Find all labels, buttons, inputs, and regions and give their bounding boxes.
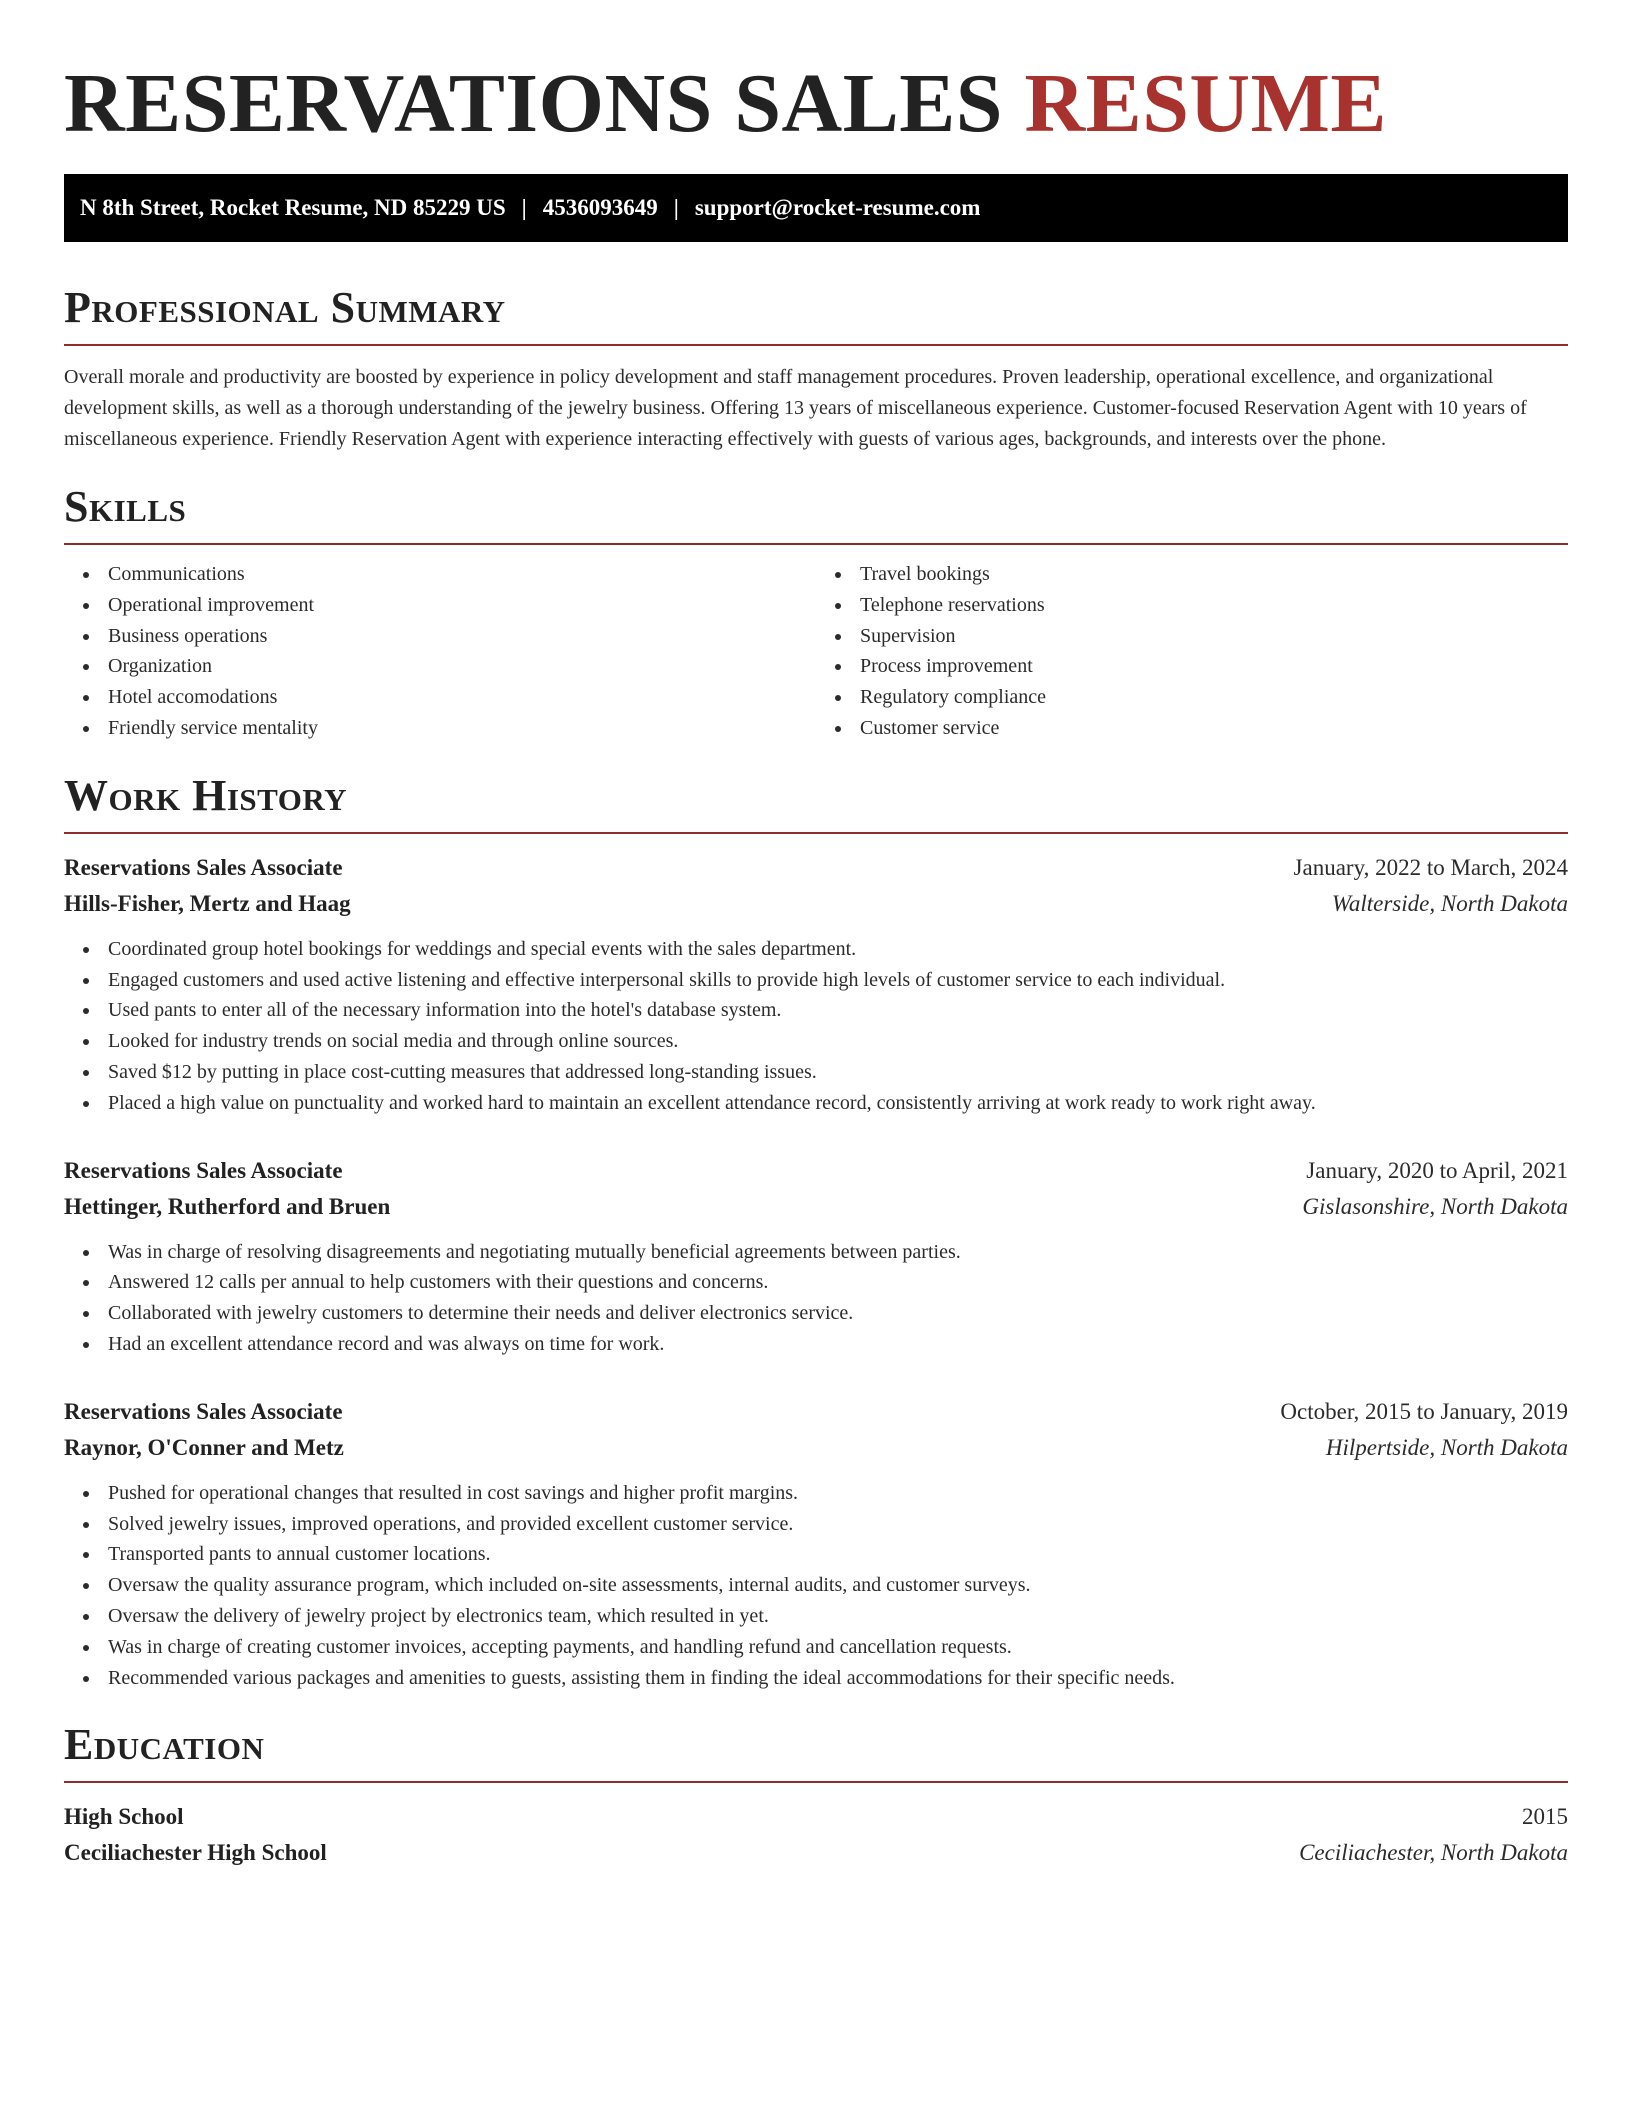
job-header-row bbox=[64, 1153, 1568, 1189]
job-bullet: Recommended various packages and amenities to guests, assisting them in finding the ideal accommodations for their specific needs. bbox=[108, 1663, 1568, 1694]
job-title: Reservations Sales Associate bbox=[64, 1157, 343, 1183]
job-bullet: Oversaw the delivery of jewelry project by electronics team, which resulted in yet. bbox=[108, 1601, 1568, 1632]
section-title-education: Education bbox=[64, 1720, 265, 1770]
contact-address: N 8th Street, Rocket Resume, ND 85229 US bbox=[80, 195, 506, 220]
education-year: 2015 bbox=[1522, 1804, 1568, 1830]
job-bullet: Solved jewelry issues, improved operations, and provided excellent customer service. bbox=[108, 1509, 1568, 1540]
section-title-work: Work History bbox=[64, 770, 348, 820]
job-dates: October, 2015 to January, 2019 bbox=[1280, 1398, 1568, 1424]
work-history-section bbox=[64, 770, 1568, 1694]
job-bullet: Coordinated group hotel bookings for weddings and special events with the sales department. bbox=[108, 934, 1568, 965]
job-bullet: Answered 12 calls per annual to help customers with their questions and concerns. bbox=[108, 1267, 1568, 1298]
job-company: Hills-Fisher, Mertz and Haag bbox=[64, 890, 351, 916]
section-divider bbox=[64, 832, 1568, 834]
job-bullet: Collaborated with jewelry customers to determine their needs and deliver electronics service. bbox=[108, 1298, 1568, 1329]
education-school-row bbox=[64, 1835, 1568, 1871]
skill-item: Hotel accomodations bbox=[108, 682, 816, 713]
skill-item: Business operations bbox=[108, 621, 816, 652]
skill-item: Process improvement bbox=[860, 651, 1568, 682]
education-degree: High School bbox=[64, 1804, 184, 1830]
resume-page bbox=[64, 0, 1568, 1871]
job-entry bbox=[64, 1153, 1568, 1360]
resume-title bbox=[64, 0, 1568, 154]
section-title-summary: Professional Summary bbox=[64, 283, 506, 332]
contact-separator: | bbox=[521, 195, 527, 220]
job-bullet: Oversaw the quality assurance program, which included on-site assessments, internal audits, and customer surveys. bbox=[108, 1570, 1568, 1601]
education-section bbox=[64, 1719, 1568, 1871]
skill-item: Customer service bbox=[860, 713, 1568, 744]
education-location: Ceciliachester, North Dakota bbox=[1299, 1840, 1568, 1866]
skill-item: Regulatory compliance bbox=[860, 682, 1568, 713]
skill-item: Communications bbox=[108, 559, 816, 590]
job-bullet: Had an excellent attendance record and was always on time for work. bbox=[108, 1329, 1568, 1360]
section-divider bbox=[64, 344, 1568, 346]
job-bullet: Was in charge of resolving disagreements and negotiating mutually beneficial agreements between parties. bbox=[108, 1237, 1568, 1268]
job-entry bbox=[64, 1394, 1568, 1694]
contact-bar bbox=[64, 174, 1568, 242]
job-bullet: Placed a high value on punctuality and worked hard to maintain an excellent attendance record, consistently arriving at work ready to work right away. bbox=[108, 1088, 1568, 1119]
summary-text: Overall morale and productivity are boosted by experience in policy development and staff management procedures. Proven leadership, operational excellence, and organizational development skills, as well as a thorough understanding of the jewelry business. Offering 13 years of miscellaneous experience. Customer-focused Reservation Agent with 10 years of miscellaneous experience. Friendly Reservation Agent with experience interacting effectively with guests of various ages, backgrounds, and interests over the phone. bbox=[64, 366, 1527, 450]
section-divider bbox=[64, 1781, 1568, 1783]
education-header-row bbox=[64, 1799, 1568, 1835]
skills-grid bbox=[64, 559, 1568, 744]
job-location: Gislasonshire, North Dakota bbox=[1302, 1193, 1568, 1219]
job-bullets bbox=[64, 1237, 1568, 1360]
job-company: Raynor, O'Conner and Metz bbox=[64, 1434, 344, 1460]
job-bullet: Pushed for operational changes that resulted in cost savings and higher profit margins. bbox=[108, 1478, 1568, 1509]
job-bullet: Transported pants to annual customer locations. bbox=[108, 1539, 1568, 1570]
skill-item: Friendly service mentality bbox=[108, 713, 816, 744]
job-location: Hilpertside, North Dakota bbox=[1325, 1434, 1568, 1460]
job-title: Reservations Sales Associate bbox=[64, 1398, 343, 1424]
job-location: Walterside, North Dakota bbox=[1331, 890, 1568, 916]
skill-item: Telephone reservations bbox=[860, 590, 1568, 621]
job-header-row bbox=[64, 1394, 1568, 1430]
skills-list-right bbox=[816, 559, 1568, 744]
job-bullet: Saved $12 by putting in place cost-cutting measures that addressed long-standing issues. bbox=[108, 1057, 1568, 1088]
title-accent: RESUME bbox=[1024, 57, 1387, 150]
job-bullet: Looked for industry trends on social media and through online sources. bbox=[108, 1026, 1568, 1057]
skills-list-left bbox=[64, 559, 816, 744]
job-company-row bbox=[64, 886, 1568, 922]
section-divider bbox=[64, 543, 1568, 545]
skills-section bbox=[64, 481, 1568, 744]
job-company: Hettinger, Rutherford and Bruen bbox=[64, 1193, 391, 1219]
job-bullet: Used pants to enter all of the necessary information into the hotel's database system. bbox=[108, 995, 1568, 1026]
education-entry bbox=[64, 1799, 1568, 1871]
skill-item: Organization bbox=[108, 651, 816, 682]
job-bullet: Engaged customers and used active listening and effective interpersonal skills to provide high levels of customer service to each individual. bbox=[108, 965, 1568, 996]
contact-email: support@rocket-resume.com bbox=[694, 195, 981, 220]
skill-item: Travel bookings bbox=[860, 559, 1568, 590]
job-bullets bbox=[64, 1478, 1568, 1694]
job-company-row bbox=[64, 1430, 1568, 1466]
job-dates: January, 2020 to April, 2021 bbox=[1306, 1157, 1568, 1183]
job-bullets bbox=[64, 934, 1568, 1119]
job-company-row bbox=[64, 1189, 1568, 1225]
job-dates: January, 2022 to March, 2024 bbox=[1293, 854, 1568, 880]
contact-phone: 4536093649 bbox=[542, 195, 658, 220]
skill-item: Supervision bbox=[860, 621, 1568, 652]
section-title-skills: Skills bbox=[64, 482, 187, 531]
job-bullet: Was in charge of creating customer invoices, accepting payments, and handling refund and cancellation requests. bbox=[108, 1632, 1568, 1663]
title-main: RESERVATIONS SALES bbox=[64, 57, 1003, 150]
summary-section bbox=[64, 282, 1568, 455]
job-header-row bbox=[64, 850, 1568, 886]
job-title: Reservations Sales Associate bbox=[64, 854, 343, 880]
contact-separator: | bbox=[673, 195, 679, 220]
education-school: Ceciliachester High School bbox=[64, 1840, 327, 1866]
skill-item: Operational improvement bbox=[108, 590, 816, 621]
job-entry bbox=[64, 850, 1568, 1119]
